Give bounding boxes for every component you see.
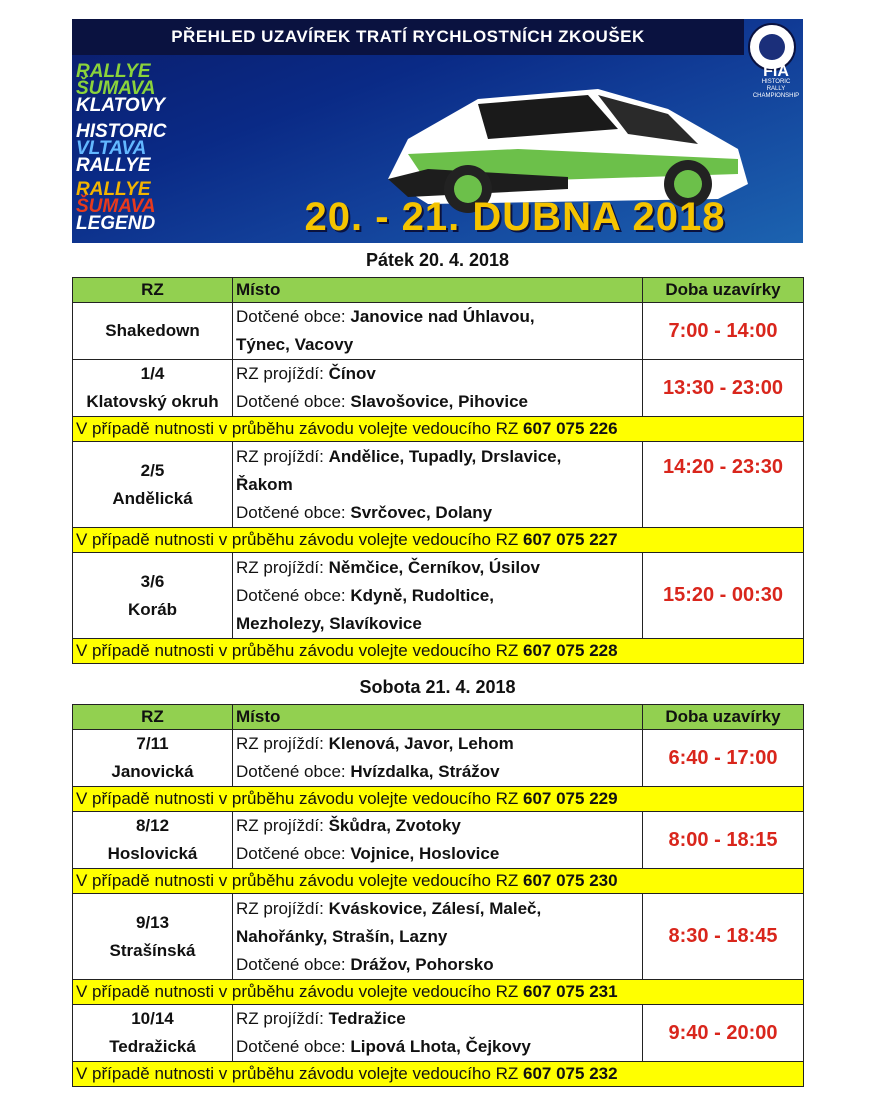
phone-number: 607 075 232 — [523, 1064, 618, 1083]
table-row — [73, 812, 804, 869]
stage-location: RZ projíždí: Škůdra, Zvotoky Dotčené obce: Vojnice, Hoslovice — [233, 812, 643, 869]
phone-number: 607 075 228 — [523, 641, 618, 660]
contact-note: V případě nutnosti v průběhu závodu volejte vedoucího RZ 607 075 226 — [73, 417, 804, 442]
header-misto: Místo — [233, 278, 643, 303]
closure-time: 8:30 - 18:45 — [643, 894, 804, 980]
contact-note: V případě nutnosti v průběhu závodu volejte vedoucího RZ 607 075 229 — [73, 787, 804, 812]
table-row — [73, 360, 804, 417]
stage-location: RZ projíždí: Tedražice Dotčené obce: Lipová Lhota, Čejkovy — [233, 1005, 643, 1062]
closure-time: 8:00 - 18:15 — [643, 812, 804, 869]
stage-location: Dotčené obce: Janovice nad Úhlavou, Týnec, Vacovy — [233, 303, 643, 360]
contact-note-row — [73, 1062, 804, 1087]
saturday-schedule-table — [72, 704, 804, 1087]
stage-id: 3/6 Koráb — [73, 553, 233, 639]
table-row — [73, 894, 804, 980]
phone-number: 607 075 226 — [523, 419, 618, 438]
saturday-title: Sobota 21. 4. 2018 — [359, 677, 516, 697]
friday-schedule-table — [72, 277, 804, 664]
table-row — [73, 442, 804, 528]
contact-note: V případě nutnosti v průběhu závodu volejte vedoucího RZ 607 075 228 — [73, 639, 804, 664]
stage-location: RZ projíždí: Čínov Dotčené obce: Slavošovice, Pihovice — [233, 360, 643, 417]
rallye-sumava-klatovy-logo: RALLYE ŠUMAVA KLATOVY — [76, 61, 166, 116]
stage-location: RZ projíždí: Klenová, Javor, Lehom Dotčené obce: Hvízdalka, Strážov — [233, 730, 643, 787]
event-dates: 20. - 21. DUBNA 2018 — [304, 195, 726, 239]
contact-note: V případě nutnosti v průběhu závodu volejte vedoucího RZ 607 075 227 — [73, 528, 804, 553]
header-doba: Doba uzavírky — [643, 705, 804, 730]
contact-note-row — [73, 528, 804, 553]
closure-time: 15:20 - 00:30 — [643, 553, 804, 639]
stage-id: 1/4 Klatovský okruh — [73, 360, 233, 417]
fia-logo: FIA HISTORIC RALLY CHAMPIONSHIP — [752, 63, 800, 99]
friday-title: Pátek 20. 4. 2018 — [365, 250, 510, 270]
phone-number: 607 075 229 — [523, 789, 618, 808]
contact-note: V případě nutnosti v průběhu závodu volejte vedoucího RZ 607 075 230 — [73, 869, 804, 894]
contact-note: V případě nutnosti v průběhu závodu volejte vedoucího RZ 607 075 232 — [73, 1062, 804, 1087]
table-row — [73, 303, 804, 360]
stage-name: Shakedown — [73, 303, 233, 360]
stage-location: RZ projíždí: Andělice, Tupadly, Drslavice, Řakom Dotčené obce: Svrčovec, Dolany — [233, 442, 643, 528]
banner-title: PŘEHLED UZAVÍREK TRATÍ RYCHLOSTNÍCH ZKOUŠEK — [72, 19, 744, 55]
stage-location: RZ projíždí: Kváskovice, Zálesí, Maleč, Nahořánky, Strašín, Lazny Dotčené obce: Drážov, Pohorsko — [233, 894, 643, 980]
stage-id: 10/14 Tedražická — [73, 1005, 233, 1062]
table-row — [73, 730, 804, 787]
header-misto: Místo — [233, 705, 643, 730]
phone-number: 607 075 231 — [523, 982, 618, 1001]
contact-note-row — [73, 869, 804, 894]
table-header-row — [73, 705, 804, 730]
closure-time: 6:40 - 17:00 — [643, 730, 804, 787]
contact-note-row — [73, 639, 804, 664]
historic-vltava-rallye-logo: HISTORIC VLTAVA RALLYE — [76, 121, 167, 176]
contact-note-row — [73, 787, 804, 812]
stage-id: 7/11 Janovická — [73, 730, 233, 787]
stage-id: 8/12 Hoslovická — [73, 812, 233, 869]
event-banner — [72, 19, 803, 243]
rallye-sumava-legend-logo: RALLYE ŠUMAVA LEGEND — [76, 179, 156, 234]
closure-time: 7:00 - 14:00 — [643, 303, 804, 360]
closure-time: 9:40 - 20:00 — [643, 1005, 804, 1062]
header-rz: RZ — [73, 705, 233, 730]
header-doba: Doba uzavírky — [643, 278, 804, 303]
stage-location: RZ projíždí: Němčice, Černíkov, Úsilov Dotčené obce: Kdyně, Rudoltice, Mezholezy, Slavíkovice — [233, 553, 643, 639]
closure-time: 14:20 - 23:30 — [643, 442, 804, 528]
header-rz: RZ — [73, 278, 233, 303]
phone-number: 607 075 230 — [523, 871, 618, 890]
phone-number: 607 075 227 — [523, 530, 618, 549]
table-row — [73, 1005, 804, 1062]
stage-id: 9/13 Strašínská — [73, 894, 233, 980]
contact-note: V případě nutnosti v průběhu závodu volejte vedoucího RZ 607 075 231 — [73, 980, 804, 1005]
table-header-row — [73, 278, 804, 303]
stage-id: 2/5 Andělická — [73, 442, 233, 528]
table-row — [73, 553, 804, 639]
contact-note-row — [73, 980, 804, 1005]
contact-note-row — [73, 417, 804, 442]
closure-time: 13:30 - 23:00 — [643, 360, 804, 417]
